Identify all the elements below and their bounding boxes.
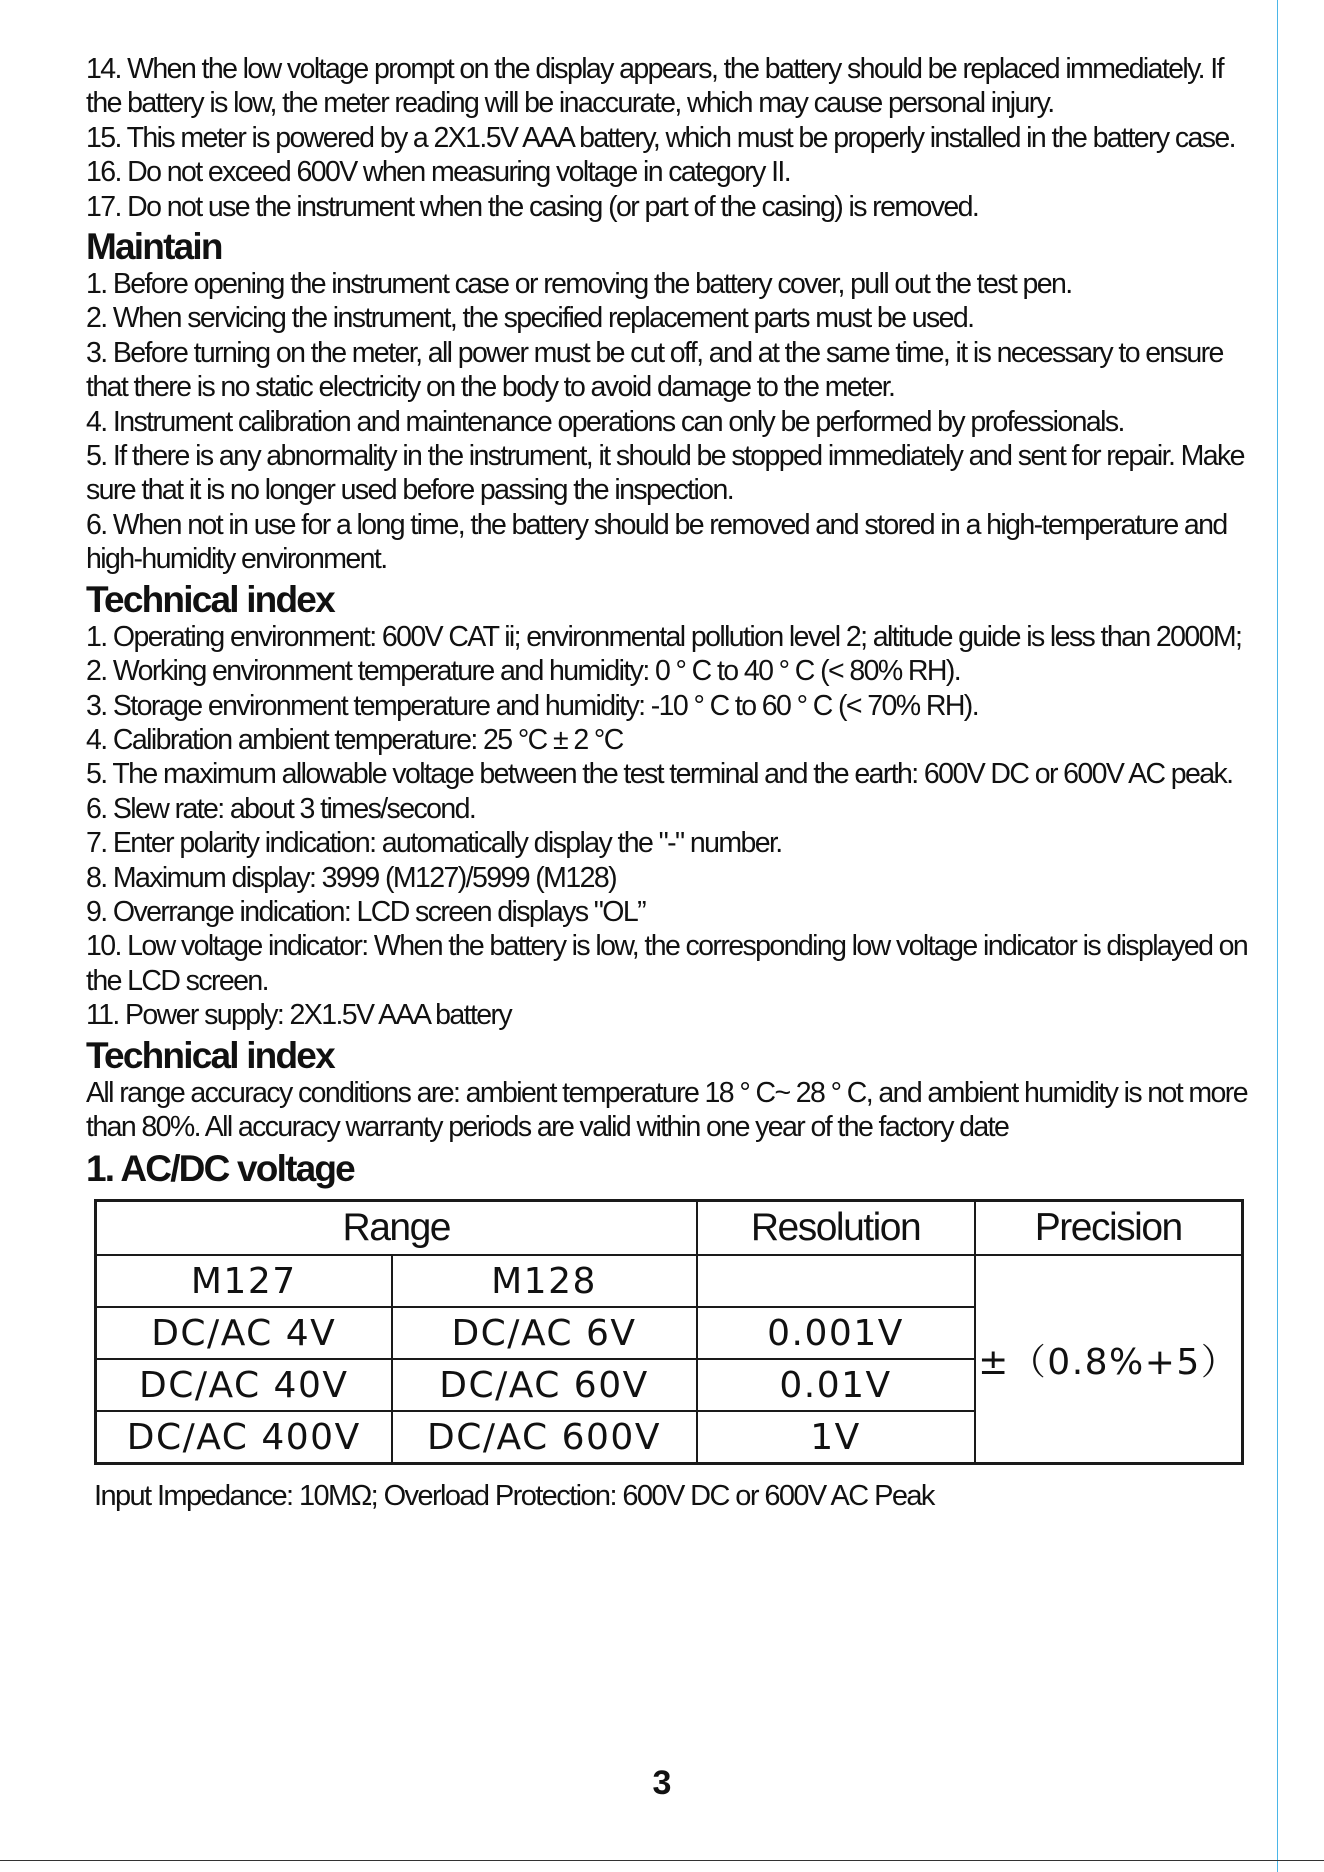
- model-m128-cell: M128: [392, 1255, 697, 1307]
- empty-resolution-cell: [697, 1255, 975, 1307]
- technical-item-3: 3. Storage environment temperature and humidity: -10 ° C to 60 ° C (< 70% RH).: [86, 689, 979, 722]
- resolution-cell: 1V: [697, 1411, 975, 1464]
- ac-dc-voltage-heading: 1. AC/DC voltage: [86, 1148, 354, 1190]
- technical-item-7: 7. Enter polarity indication: automatically display the "-" number.: [86, 827, 782, 860]
- technical-index-heading-2: Technical index: [86, 1034, 334, 1076]
- precision-header: Precision: [975, 1201, 1243, 1256]
- m127-range-cell: DC/AC 4V: [96, 1307, 392, 1359]
- resolution-cell: 0.01V: [697, 1359, 975, 1411]
- model-m127-cell: M127: [96, 1255, 392, 1307]
- technical-item-6: 6. Slew rate: about 3 times/second.: [86, 792, 476, 825]
- m128-range-cell: DC/AC 60V: [392, 1359, 697, 1411]
- page-number: 3: [652, 1764, 672, 1802]
- maintain-heading: Maintain: [86, 226, 222, 268]
- maintain-item-5: 5. If there is any abnormality in the instrument, it should be stopped immediately and sent for repair. Make sure that it is no longer used before passing the inspection.: [86, 440, 1244, 507]
- model-row: [96, 1255, 1243, 1307]
- precision-cell: ±（0.8%+5）: [975, 1255, 1243, 1464]
- maintain-item-3: 3. Before turning on the meter, all power must be cut off, and at the same time, it is necessary to ensure that there is no static electricity on the body to avoid damage to the meter.: [86, 336, 1223, 404]
- maintain-item-1: 1. Before opening the instrument case or removing the battery cover, pull out the test pen.: [86, 268, 1072, 301]
- ac-dc-voltage-table: [94, 1199, 1244, 1465]
- right-margin-rule: [1277, 0, 1278, 1872]
- manual-page: [86, 52, 1254, 1513]
- technical-item-1: 1. Operating environment: 600V CAT ii; environmental pollution level 2; altitude guide is less than 2000M;: [86, 620, 1242, 653]
- technical-item-2: 2. Working environment temperature and humidity: 0 ° C to 40 ° C (< 80% RH).: [86, 655, 961, 688]
- technical-item-10: 10. Low voltage indicator: When the battery is low, the corresponding low voltage indicator is displayed on the LCD screen.: [86, 930, 1248, 997]
- table-header-row: [96, 1201, 1243, 1256]
- resolution-cell: 0.001V: [697, 1307, 975, 1359]
- resolution-header: Resolution: [697, 1201, 975, 1256]
- safety-item-16: 16. Do not exceed 600V when measuring voltage in category II.: [86, 156, 791, 189]
- range-header: Range: [96, 1201, 697, 1256]
- m128-range-cell: DC/AC 600V: [392, 1411, 697, 1464]
- technical-index-heading: Technical index: [86, 578, 334, 620]
- m128-range-cell: DC/AC 6V: [392, 1307, 697, 1359]
- technical-item-5: 5. The maximum allowable voltage between the test terminal and the earth: 600V DC or 600V AC peak.: [86, 758, 1233, 791]
- maintain-item-4: 4. Instrument calibration and maintenance operations can only be performed by professionals.: [86, 405, 1124, 438]
- impedance-footnote: Input Impedance: 10MΩ; Overload Protection: 600V DC or 600V AC Peak: [94, 1480, 934, 1513]
- maintain-item-6: 6. When not in use for a long time, the battery should be removed and stored in a high-temperature and high-humidity environment.: [86, 508, 1227, 576]
- m127-range-cell: DC/AC 400V: [96, 1411, 392, 1464]
- bottom-rule: [0, 1860, 1324, 1861]
- maintain-item-2: 2. When servicing the instrument, the specified replacement parts must be used.: [86, 302, 974, 335]
- safety-item-15: 15. This meter is powered by a 2X1.5V AAA battery, which must be properly installed in the battery case.: [86, 121, 1235, 154]
- technical-item-11: 11. Power supply: 2X1.5V AAA battery: [86, 999, 512, 1032]
- safety-item-14: 14. When the low voltage prompt on the display appears, the battery should be replaced immediately. If the battery is low, the meter reading will be inaccurate, which may cause personal injury.: [86, 53, 1223, 120]
- accuracy-conditions: All range accuracy conditions are: ambient temperature 18 ° C~ 28 ° C, and ambient humidity is not more than 80%. All accuracy warranty periods are valid within one year of the factory date: [86, 1076, 1247, 1143]
- technical-item-9: 9. Overrange indication: LCD screen displays "OL”: [86, 895, 646, 928]
- technical-item-8: 8. Maximum display: 3999 (M127)/5999 (M128): [86, 861, 616, 894]
- technical-item-4: 4. Calibration ambient temperature: 25 °C ± 2 °C: [86, 723, 623, 756]
- m127-range-cell: DC/AC 40V: [96, 1359, 392, 1411]
- safety-item-17: 17. Do not use the instrument when the casing (or part of the casing) is removed.: [86, 190, 979, 223]
